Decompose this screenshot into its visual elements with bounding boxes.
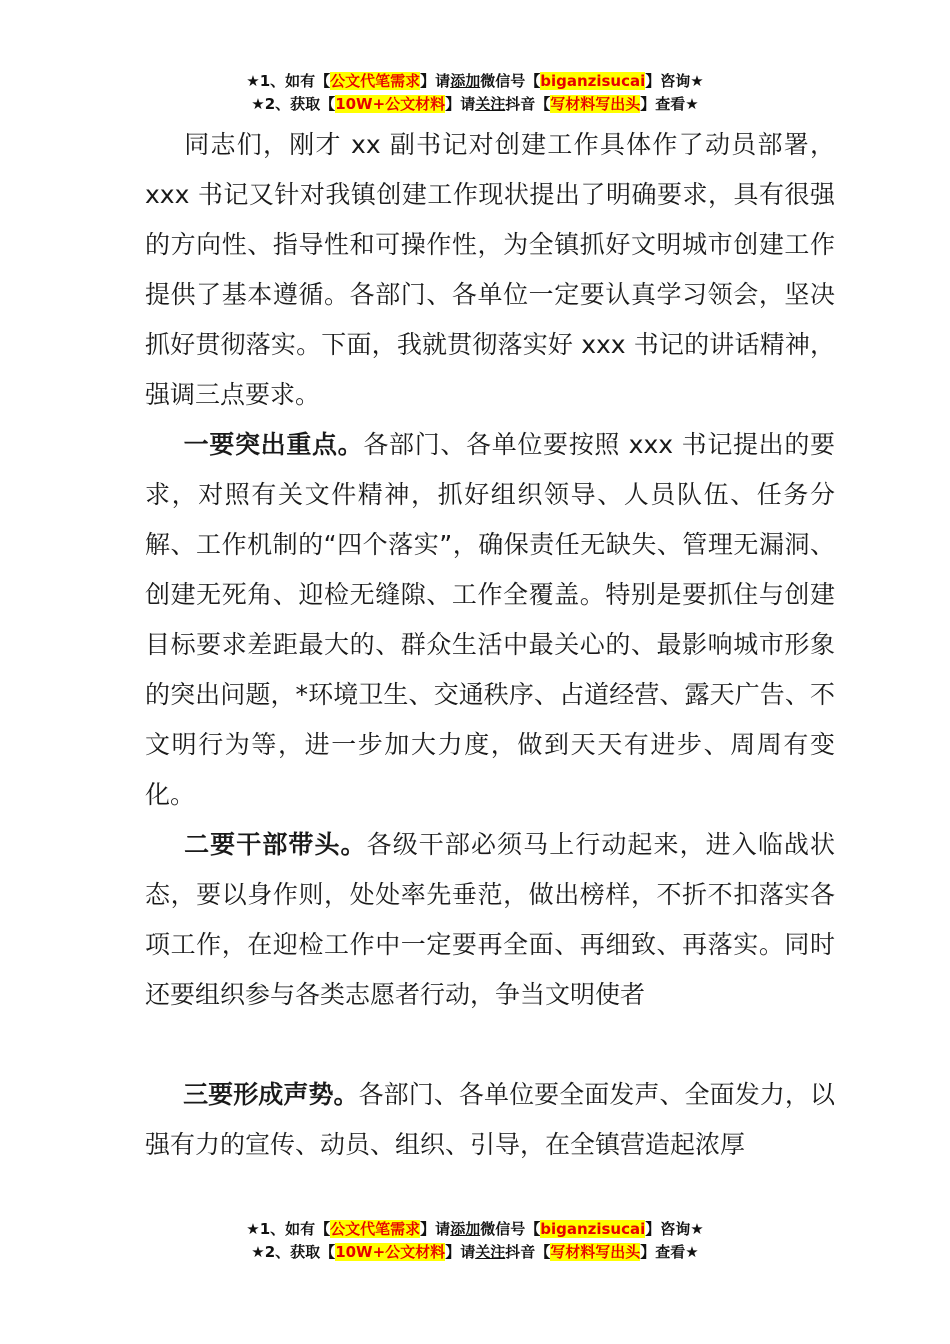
point-heading: 二要干部带头。 <box>183 830 367 859</box>
wechat-id: biganzisucai <box>540 72 646 90</box>
banner-line-1: ★1、如有【公文代笔需求】请添加微信号【biganzisucai】咨询★ <box>246 1220 704 1238</box>
highlight-text: 10W+公文材料 <box>335 95 446 113</box>
point-heading: 三要形成声势。 <box>183 1080 359 1109</box>
banner-line-1: ★1、如有【公文代笔需求】请添加微信号【biganzisucai】咨询★ <box>246 72 704 90</box>
paragraph-point-2: 二要干部带头。各级干部必须马上行动起来，进入临战状态，要以身作则，处处率先垂范，做出榜样，不折不扣落实各项工作，在迎检工作中一定要再全面、再细致、再落实。同时还要组织参与各类志愿者行动，争当文明使者 <box>145 830 835 1009</box>
footer-banner <box>0 1218 950 1264</box>
banner-line-2: ★2、获取【10W+公文材料】请关注抖音【写材料写出头】查看★ <box>251 95 699 113</box>
paragraph-intro: 同志们，刚才 xx 副书记对创建工作具体作了动员部署，xxx 书记又针对我镇创建工作现状提出了明确要求，具有很强的方向性、指导性和可操作性，为全镇抓好文明城市创建工作提供了基本遵循。各部门、各单位一定要认真学习领会，坚决抓好贯彻落实。下面，我就贯彻落实好 xxx 书记的讲话精神，强调三点要求。 <box>145 130 835 409</box>
paragraph-point-1: 一要突出重点。各部门、各单位要按照 xxx 书记提出的要求，对照有关文件精神，抓好组织领导、人员队伍、任务分解、工作机制的“四个落实”，确保责任无缺失、管理无漏洞、创建无死角、迎检无缝隙、工作全覆盖。特别是要抓住与创建目标要求差距最大的、群众生活中最关心的、最影响城市形象的突出问题，*环境卫生、交通秩序、占道经营、露天广告、不文明行为等，进一步加大力度，做到天天有进步、周周有变化。 <box>145 430 835 809</box>
highlight-text: 公文代笔需求 <box>330 1220 421 1238</box>
banner-line-2: ★2、获取【10W+公文材料】请关注抖音【写材料写出头】查看★ <box>251 1243 699 1261</box>
douyin-id: 写材料写出头 <box>550 1243 641 1261</box>
paragraph-point-3: 三要形成声势。各部门、各单位要全面发声、全面发力，以强有力的宣传、动员、组织、引导，在全镇营造起浓厚 <box>145 1080 835 1159</box>
wechat-id: biganzisucai <box>540 1220 646 1238</box>
header-banner <box>0 70 950 116</box>
douyin-id: 写材料写出头 <box>550 95 641 113</box>
highlight-text: 公文代笔需求 <box>330 72 421 90</box>
point-heading: 一要突出重点。 <box>183 430 364 459</box>
highlight-text: 10W+公文材料 <box>335 1243 446 1261</box>
